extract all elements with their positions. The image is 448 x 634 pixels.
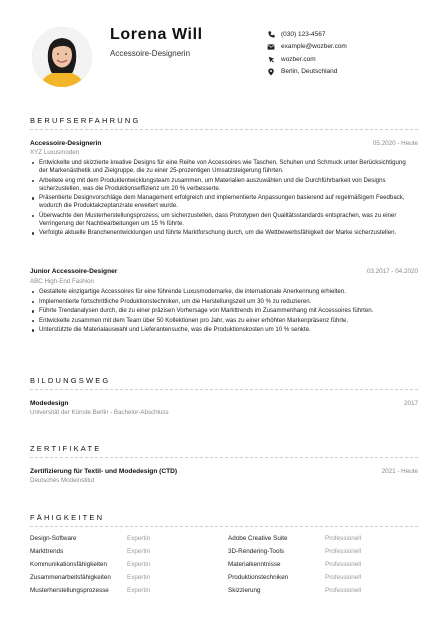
- job-bullets: [30, 159, 410, 239]
- list-item: Entwickelte zusammen mit dem Team über 50 Kollektionen pro Jahr, was zu einer erhöhten Markenpräsenz führte.: [30, 317, 410, 325]
- skill-row: [30, 535, 418, 548]
- skill-level: Expertin: [127, 535, 151, 542]
- contact-phone: [267, 28, 347, 41]
- list-item: Entwickelte und skizzierte kreative Designs für eine Reihe von Accessoires wie Taschen, Schuhen und Schmuck unter Berücksichtigung der Markenästhetik und Zielgruppe, die zu einer 25-prozentigen Umsatzsteigerung führten.: [30, 159, 410, 175]
- skill-level: Professionell: [325, 587, 362, 594]
- profile-photo: [32, 27, 92, 87]
- section-divider: [30, 129, 418, 130]
- education-title: Modedesign: [30, 400, 69, 407]
- job-company: ABC High-End Fashion: [30, 278, 94, 285]
- skill-name: Adobe Creative Suite: [228, 535, 288, 542]
- skill-name: 3D-Rendering-Tools: [228, 548, 284, 555]
- list-item: Unterstützte die Materialauswahl und Lieferantensuche, was die Produktionskosten um 10 % senkte.: [30, 326, 410, 334]
- section-title-certificates: ZERTIFIKATE: [30, 444, 102, 453]
- skill-row: [30, 561, 418, 574]
- list-item: Verfolgte aktuelle Branchenentwicklungen und führte Marktforschung durch, um die Wettbewerbsfähigkeit der Marke sicherzustellen.: [30, 229, 410, 237]
- contact-email-text: example@wozber.com: [281, 43, 347, 51]
- location-pin-icon: [267, 68, 275, 76]
- section-title-skills: FÄHIGKEITEN: [30, 513, 105, 522]
- contact-website: [267, 53, 347, 66]
- skill-level: Expertin: [127, 587, 151, 594]
- skill-name: Markttrends: [30, 548, 64, 555]
- skill-name: Kommunikationsfähigkeiten: [30, 561, 108, 568]
- link-icon: [267, 55, 275, 63]
- contact-website-text: wozber.com: [281, 55, 316, 63]
- skill-row: [30, 574, 418, 587]
- section-divider: [30, 526, 418, 527]
- job-date: 05.2020 - Heute: [372, 140, 418, 147]
- job-title: Junior Accessoire-Designer: [30, 268, 118, 275]
- contact-location-text: Berlin, Deutschland: [281, 68, 338, 76]
- skill-level: Professionell: [325, 548, 362, 555]
- list-item: Gestaltete einzigartige Accessoires für eine führende Luxusmodemarke, die internationale Anerkennung erhielten.: [30, 288, 410, 296]
- skill-name: Produktionstechniken: [228, 574, 289, 581]
- candidate-name: Lorena Will: [110, 26, 203, 43]
- skill-name: Skizzierung: [228, 587, 261, 594]
- skill-name: Musterherstellungsprozesse: [30, 587, 109, 594]
- skill-row: [30, 587, 418, 600]
- skill-level: Expertin: [127, 574, 151, 581]
- skill-level: Professionell: [325, 561, 362, 568]
- contact-list: [267, 28, 347, 78]
- section-divider: [30, 457, 418, 458]
- skill-level: Expertin: [127, 548, 151, 555]
- contact-email: [267, 41, 347, 54]
- job-bullets: [30, 288, 410, 336]
- education-institution: Universität der Künste Berlin - Bachelor-Abschluss: [30, 409, 169, 416]
- phone-icon: [267, 30, 275, 38]
- list-item: Überwachte den Musterherstellungsprozess, um sicherzustellen, dass Prototypen den Qualitätsstandards entsprachen, was zu einer Verringerung der Nachbearbeitungen um 15 % führte.: [30, 212, 410, 228]
- job-title: Accessoire-Designerin: [30, 140, 102, 147]
- section-title-experience: BERUFSERFAHRUNG: [30, 116, 141, 125]
- list-item: Arbeitete eng mit dem Produktentwicklungsteam zusammen, um Materialien auszuwählen und die Durchführbarkeit von Designs sicherzustellen, was die Produktionseffizienz um 20 % verbesserte.: [30, 177, 410, 193]
- certificate-issuer: Deutsches Modeinstitut: [30, 477, 95, 484]
- certificate-title: Zertifizierung für Textil- und Modedesign (CTD): [30, 468, 178, 475]
- contact-phone-text: (030) 123-4567: [281, 30, 326, 38]
- list-item: Implementierte fortschrittliche Produktionstechniken, um die Herstellungszeit um 30 % zu reduzieren.: [30, 298, 410, 306]
- avatar: [32, 27, 92, 87]
- education-date: 2017: [403, 400, 418, 407]
- skill-row: [30, 548, 418, 561]
- skill-name: Zusammenarbeitsfähigkeiten: [30, 574, 111, 581]
- envelope-icon: [267, 43, 275, 51]
- section-divider: [30, 389, 418, 390]
- contact-location: [267, 66, 347, 79]
- job-company: XYZ Luxusmoden: [30, 149, 80, 156]
- skills-grid: [30, 535, 418, 600]
- skill-level: Expertin: [127, 561, 151, 568]
- certificate-date: 2021 - Heute: [381, 468, 418, 475]
- skill-name: Materialkenntnisse: [228, 561, 281, 568]
- skill-level: Professionell: [325, 574, 362, 581]
- skill-level: Professionell: [325, 535, 362, 542]
- section-title-education: BILDUNGSWEG: [30, 376, 111, 385]
- candidate-role: Accessoire-Designerin: [110, 49, 191, 58]
- job-date: 03.2017 - 04.2020: [366, 268, 418, 275]
- list-item: Präsentierte Designvorschläge dem Management erfolgreich und implementierte Anpassungen basierend auf regelmäßigem Feedback, wodurch die Produktakzeptanzrate erweitert wurde.: [30, 194, 410, 210]
- list-item: Führte Trendanalysen durch, die zu einer präzisen Vorhersage von Markttrends im Zusammenhang mit Accessoires führten.: [30, 307, 410, 315]
- skill-name: Design-Software: [30, 535, 77, 542]
